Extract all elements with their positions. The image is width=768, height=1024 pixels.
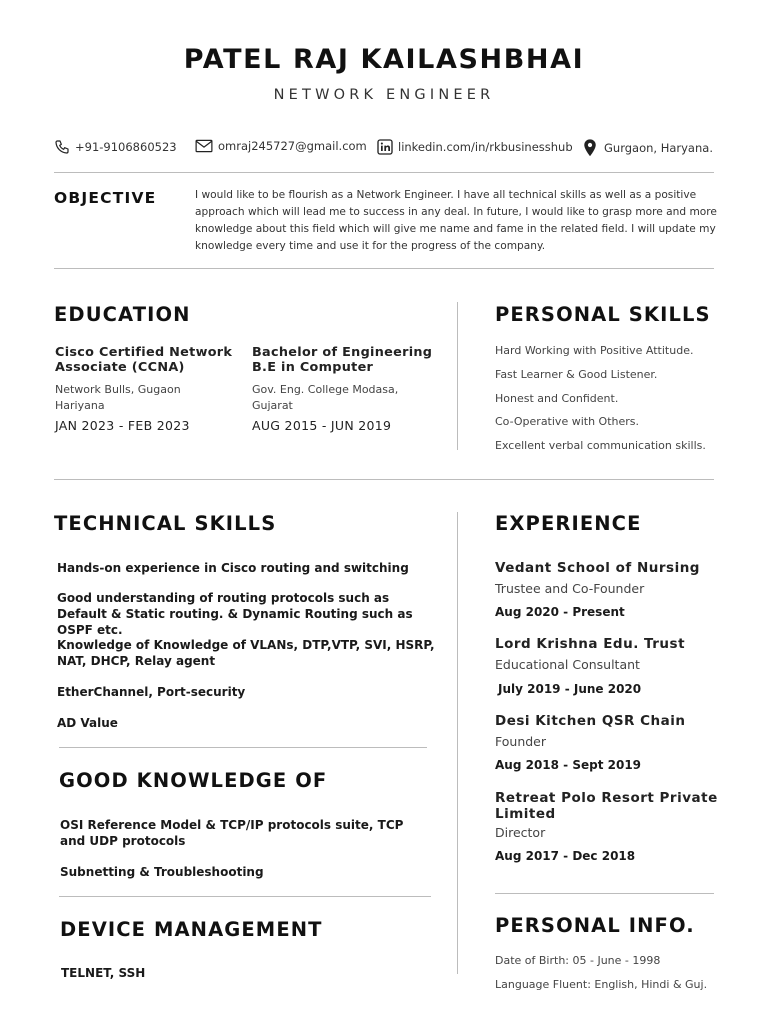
personal-skills-heading: PERSONAL SKILLS [495,303,711,326]
contact-linkedin[interactable] [377,139,573,155]
technical-skills-heading: TECHNICAL SKILLS [54,512,277,535]
objective-text: I would like to be flourish as a Network Engineer. I have all technical skills as well as a positive approach which will lead me to success in any deal. In future, I would like to grasp more and more knowledge about this field which will give me name and fame in the related field. I will update my knowledge every time and use it for the progress of the company. [195,189,717,252]
experience-role: Director [495,825,546,840]
experience-role: Educational Consultant [495,657,640,672]
education-title: Bachelor of Engineering B.E in Computer [252,345,433,375]
experience-org: Retreat Polo Resort Private Limited [495,790,718,822]
resume-role: NETWORK ENGINEER [273,87,495,103]
location-text: Gurgaon, Haryana. [604,141,713,155]
experience-org: Desi Kitchen QSR Chain [495,713,686,729]
education-dates: JAN 2023 - FEB 2023 [55,418,190,433]
tech-skill-5: AD Value [57,716,118,730]
email-address: omraj245727@gmail.com [218,139,367,153]
contact-email[interactable] [195,139,367,153]
good-knowledge-heading: GOOD KNOWLEDGE OF [59,769,328,792]
contact-location [583,139,713,157]
education-place: Network Bulls, Gugaon Hariyana [55,383,181,412]
linkedin-icon [377,139,393,155]
divider-vertical-bottom [457,512,458,974]
personal-info-language: Language Fluent: English, Hindi & Guj. [495,978,708,991]
phone-icon [54,139,70,155]
experience-dates: Aug 2017 - Dec 2018 [495,849,636,863]
resume-name: PATEL RAJ KAILASHBHAI [183,44,585,75]
education-heading: EDUCATION [54,303,191,326]
list-item: Excellent verbal communication skills. [495,439,706,452]
experience-dates: July 2019 - June 2020 [498,682,642,696]
contact-phone[interactable] [54,139,177,155]
personal-info-heading: PERSONAL INFO. [495,914,695,937]
device-item-1: TELNET, SSH [61,966,146,980]
divider-objective [54,268,714,269]
linkedin-url: linkedin.com/in/rkbusinesshub [398,140,573,154]
tech-skill-4: EtherChannel, Port-security [57,685,246,699]
experience-org: Vedant School of Nursing [495,560,700,576]
divider-experience [495,893,714,894]
experience-role: Trustee and Co-Founder [495,581,645,596]
divider-tech-skills [59,747,427,748]
education-place: Gov. Eng. College Modasa, Gujarat [252,383,399,412]
experience-role: Founder [495,734,547,749]
experience-dates: Aug 2020 - Present [495,605,625,619]
list-item: Co-Operative with Others. [495,415,639,428]
education-dates: AUG 2015 - JUN 2019 [252,418,392,433]
divider-middle [54,479,714,480]
education-title: Cisco Certified Network Associate (CCNA) [55,345,233,375]
personal-info-dob: Date of Birth: 05 - June - 1998 [495,954,661,967]
tech-skill-1: Hands-on experience in Cisco routing and switching [57,561,409,575]
knowledge-item-1: OSI Reference Model & TCP/IP protocols suite, TCP and UDP protocols [60,818,404,848]
tech-skill-2: Good understanding of routing protocols such as Default & Static routing. & Dynamic Routing such as OSPF etc. [57,591,413,637]
location-pin-icon [583,139,597,157]
list-item: Honest and Confident. [495,392,619,405]
phone-number: +91-9106860523 [75,140,177,154]
list-item: Fast Learner & Good Listener. [495,368,658,381]
education-item-be [252,345,442,433]
mail-icon [195,139,213,153]
experience-heading: EXPERIENCE [495,512,642,535]
divider-knowledge [59,896,431,897]
tech-skill-3: Knowledge of Knowledge of VLANs, DTP,VTP, SVI, HSRP, NAT, DHCP, Relay agent [57,638,435,668]
experience-dates: Aug 2018 - Sept 2019 [495,758,642,772]
personal-skills-list [495,344,725,464]
education-item-ccna [55,345,245,433]
knowledge-item-2: Subnetting & Troubleshooting [60,865,264,879]
device-management-heading: DEVICE MANAGEMENT [60,918,323,941]
experience-org: Lord Krishna Edu. Trust [495,636,686,652]
divider-vertical-top [457,302,458,450]
objective-heading: OBJECTIVE [54,189,157,207]
divider-header [54,172,714,173]
list-item: Hard Working with Positive Attitude. [495,344,694,357]
